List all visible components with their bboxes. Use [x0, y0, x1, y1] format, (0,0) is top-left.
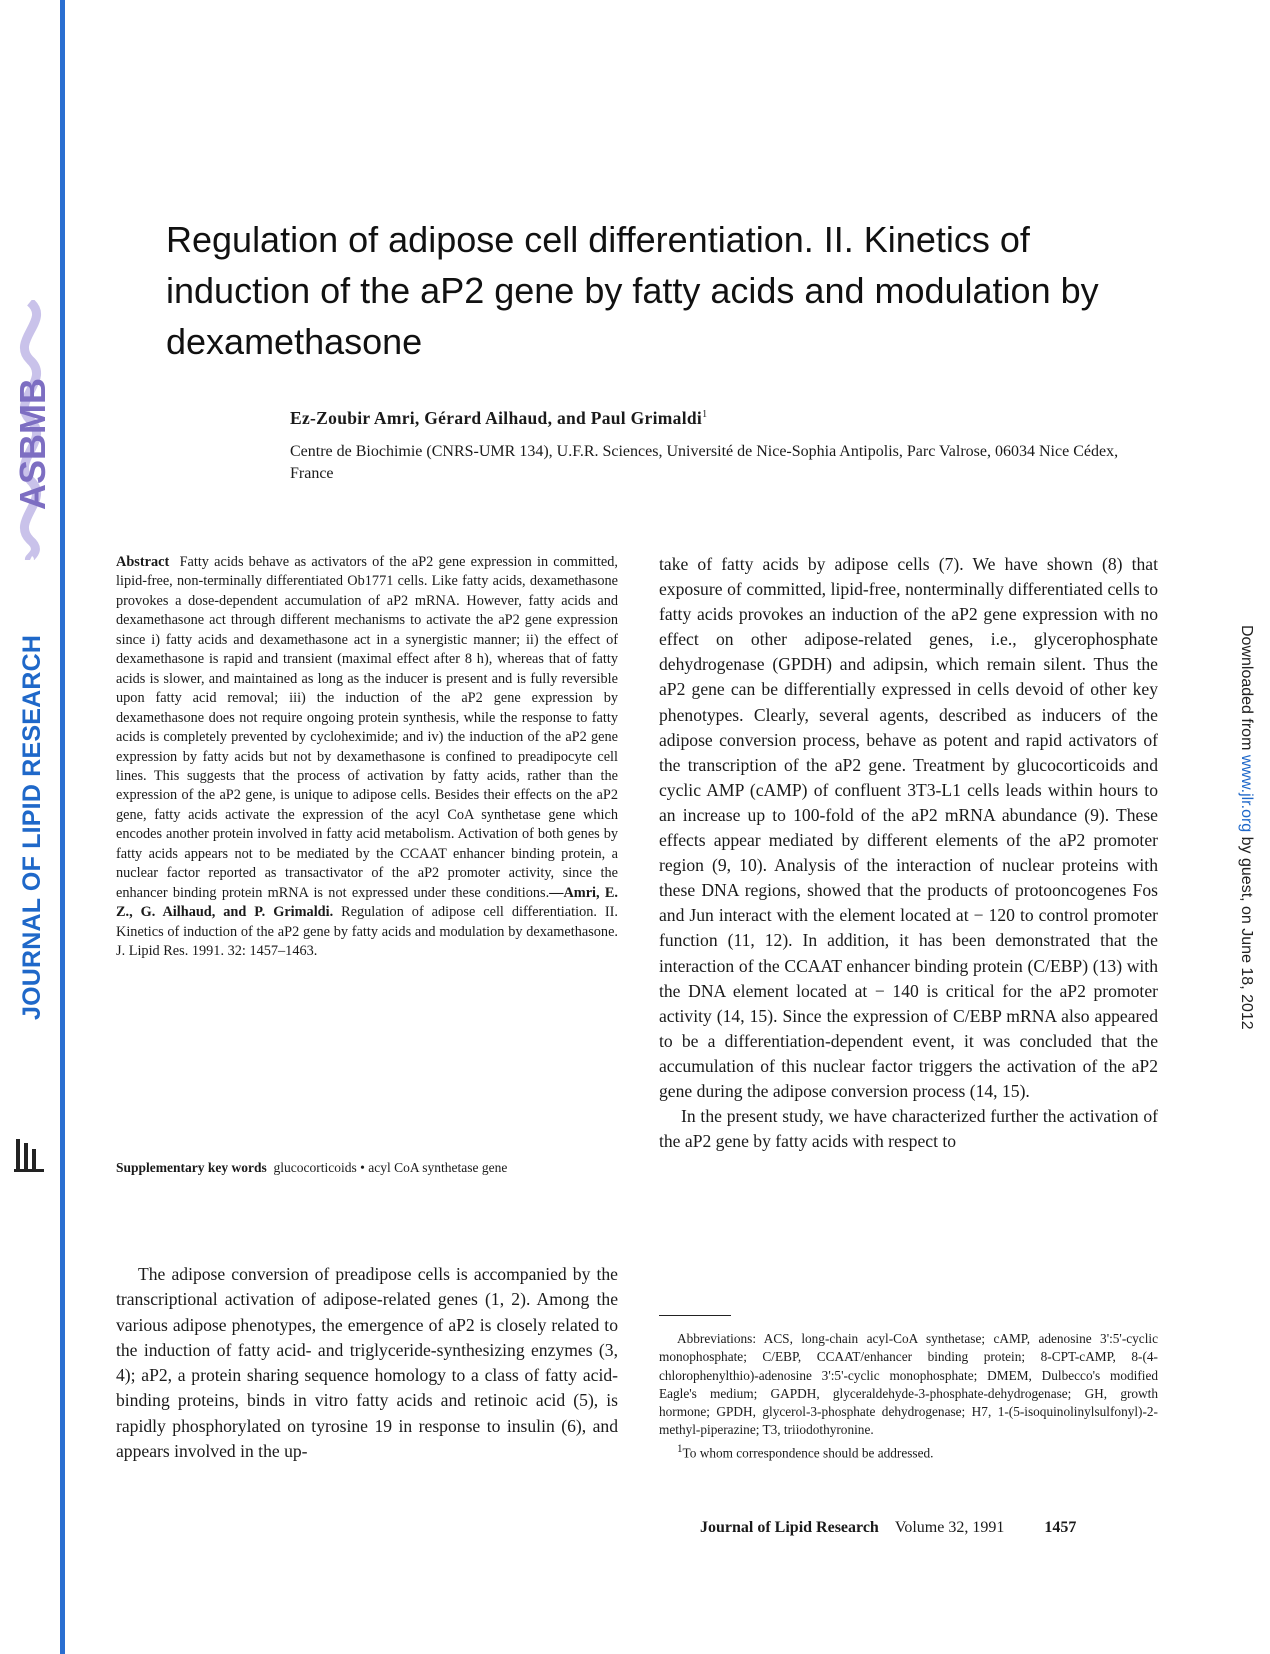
download-note: [1237, 625, 1255, 1030]
footer-journal: Journal of Lipid Research: [700, 1519, 879, 1536]
author-list: [290, 408, 707, 429]
correspondence-marker: 1: [677, 1442, 683, 1455]
asbmb-logo: [0, 300, 60, 560]
abbreviations-footnote: Abbreviations: ACS, long-chain acyl-CoA synthetase; cAMP, adenosine 3':5'-cyclic monophosphate; C/EBP, CCAAT/enhancer binding protein; 8-CPT-cAMP, 8-(4-chlorophenylthio)-adenosine 3':5'-cyclic monophosphate; DMEM, Dulbecco's modified Eagle's medium; GAPDH, glyceraldehyde-3-phosphate-dehydrogenase; GH, growth hormone; GPDH, glycerol-3-phosphate dehydrogenase; H7, 1-(5-isoquinolinylsulfonyl)-2-methyl-piperazine; T3, triiodothyronine.: [659, 1331, 1158, 1438]
download-note-prefix: Downloaded from: [1238, 625, 1255, 755]
abstract-text: Fatty acids behave as activators of the aP2 gene expression in committed, lipid-free, non-terminally differentiated Ob1771 cells. Like fatty acids, dexamethasone provokes a dose-dependent accumulation of aP2 mRNA. However, fatty acids and dexamethasone act through different mechanisms to activate the aP2 gene expression since i) fatty acids and dexamethasone act in a synergistic manner; ii) the effect of dexamethasone is rapid and transient (maximal effect after 8 h), whereas that of fatty acids is slower, and maintained as long as the inducer is present and is fully reversible upon fatty acid removal; iii) the induction of the aP2 gene expression by dexamethasone does not require ongoing protein synthesis, while the response to fatty acids is completely prevented by cycloheximide; and iv) the induction of the aP2 gene expression by fatty acids but not by dexamethasone is confined to preadipocyte cell lines. This suggests that the process of activation by fatty acids, rather than the expression of the aP2 gene, is unique to adipose cells. Besides their effects on the aP2 gene, fatty acids activate the expression of the acyl CoA synthetase gene which encodes another protein involved in fatty acid metabolism. Activation of both genes by fatty acids appears not to be mediated by the CCAAT enhancer binding protein, a nuclear factor reported as transactivator of the aP2 promoter activity, since the enhancer binding protein mRNA is not expressed under these conditions.: [116, 554, 619, 901]
footnotes: [659, 1330, 1158, 1463]
article-title: Regulation of adipose cell differentiation. II. Kinetics of induction of the aP2 gene by fatty acids and modulation by dexamethasone: [166, 219, 1099, 362]
author-footnote-marker: 1: [702, 409, 708, 421]
footer-volume: Volume 32, 1991: [894, 1519, 1005, 1536]
affiliation: Centre de Biochimie (CNRS-UMR 134), U.F.R. Sciences, Université de Nice-Sophia Antipolis, Parc Valrose, 06034 Nice Cédex, France: [290, 443, 1119, 482]
keywords: [116, 1158, 618, 1177]
jlr-logo-icon: [12, 1135, 48, 1175]
keywords-text: glucocorticoids • acyl CoA synthetase gene: [273, 1160, 508, 1175]
journal-sidebar: [0, 0, 66, 1654]
keywords-heading: Supplementary key words: [116, 1160, 267, 1175]
journal-name-vertical: JOURNAL OF LIPID RESEARCH: [18, 634, 46, 1020]
author-names: Ez-Zoubir Amri, Gérard Ailhaud, and Paul Grimaldi: [290, 408, 703, 428]
correspondence-footnote: [659, 1440, 1158, 1463]
asbmb-logo-text: ASBMB: [12, 378, 53, 510]
download-note-suffix: by guest, on June 18, 2012: [1238, 832, 1255, 1030]
abstract: [116, 553, 618, 962]
abstract-citation-authors: —Amri, E. Z., G. Ailhaud, and P. Grimaldi.: [116, 884, 618, 921]
download-note-link[interactable]: www.jlr.org: [1238, 754, 1255, 833]
page-footer: [700, 1519, 1076, 1537]
intro-paragraph-left: The adipose conversion of preadipose cells is accompanied by the transcriptional activation of adipose-related genes (1, 2). Among the various adipose phenotypes, the emergence of aP2 is closely related to the induction of fatty acid- and triglyceride-synthesizing enzymes (3, 4); aP2, a protein sharing sequence homology to a class of fatty acid-binding proteins, binds in vitro fatty acids and retinoic acid (5), is rapidly phosphorylated on tyrosine 19 in response to insulin (6), and appears involved in the up-: [116, 1264, 618, 1462]
page-number: 1457: [1044, 1519, 1077, 1536]
body-paragraph: take of fatty acids by adipose cells (7). We have shown (8) that exposure of committed, lipid-free, nonterminally differentiated cells to fatty acids provokes an induction of the aP2 gene expression with no effect on other adipose-related genes, i.e., glycerophosphate dehydrogenase (GPDH) and adipsin, which remain silent. Thus the aP2 gene can be differentially expressed in cells devoid of other key phenotypes. Clearly, several agents, described as inducers of the adipose conversion process, behave as potent and rapid activators of the transcription of the aP2 gene. Treatment by glucocorticoids and cyclic AMP (cAMP) of confluent 3T3-L1 cells leads within hours to an increase up to 100-fold of the aP2 mRNA abundance (9). These effects appear mediated by different elements of the aP2 promoter region (9, 10). Analysis of the interaction of nuclear proteins with these DNA regions, showed that the products of protooncogenes Fos and Jun interact with the element located at − 120 to control promoter function (11, 12). In addition, it has been demonstrated that the interaction of the CCAAT enhancer binding protein (C/EBP) (13) with the DNA element located at − 140 is critical for the aP2 promoter activity (14, 15). Since the expression of C/EBP mRNA also appeared to be a differentiation-dependent event, it was concluded that the accumulation of this nuclear factor triggers the activation of the aP2 gene during the adipose conversion process (14, 15).: [659, 554, 1158, 1101]
sidebar-divider-line: [60, 0, 65, 1654]
correspondence-text: To whom correspondence should be addressed.: [682, 1445, 934, 1461]
body-right-column: [659, 552, 1158, 1154]
footnote-rule: [659, 1315, 731, 1316]
body-paragraph: In the present study, we have characterized further the activation of the aP2 gene by fatty acids with respect to: [659, 1106, 1158, 1152]
abstract-heading: Abstract: [116, 554, 170, 570]
abstract-citation-rest: Regulation of adipose cell differentiation. II. Kinetics of induction of the aP2 gene by fatty acids and modulation by dexamethasone. J. Lipid Res. 1991. 32: 1457–1463.: [116, 904, 618, 960]
